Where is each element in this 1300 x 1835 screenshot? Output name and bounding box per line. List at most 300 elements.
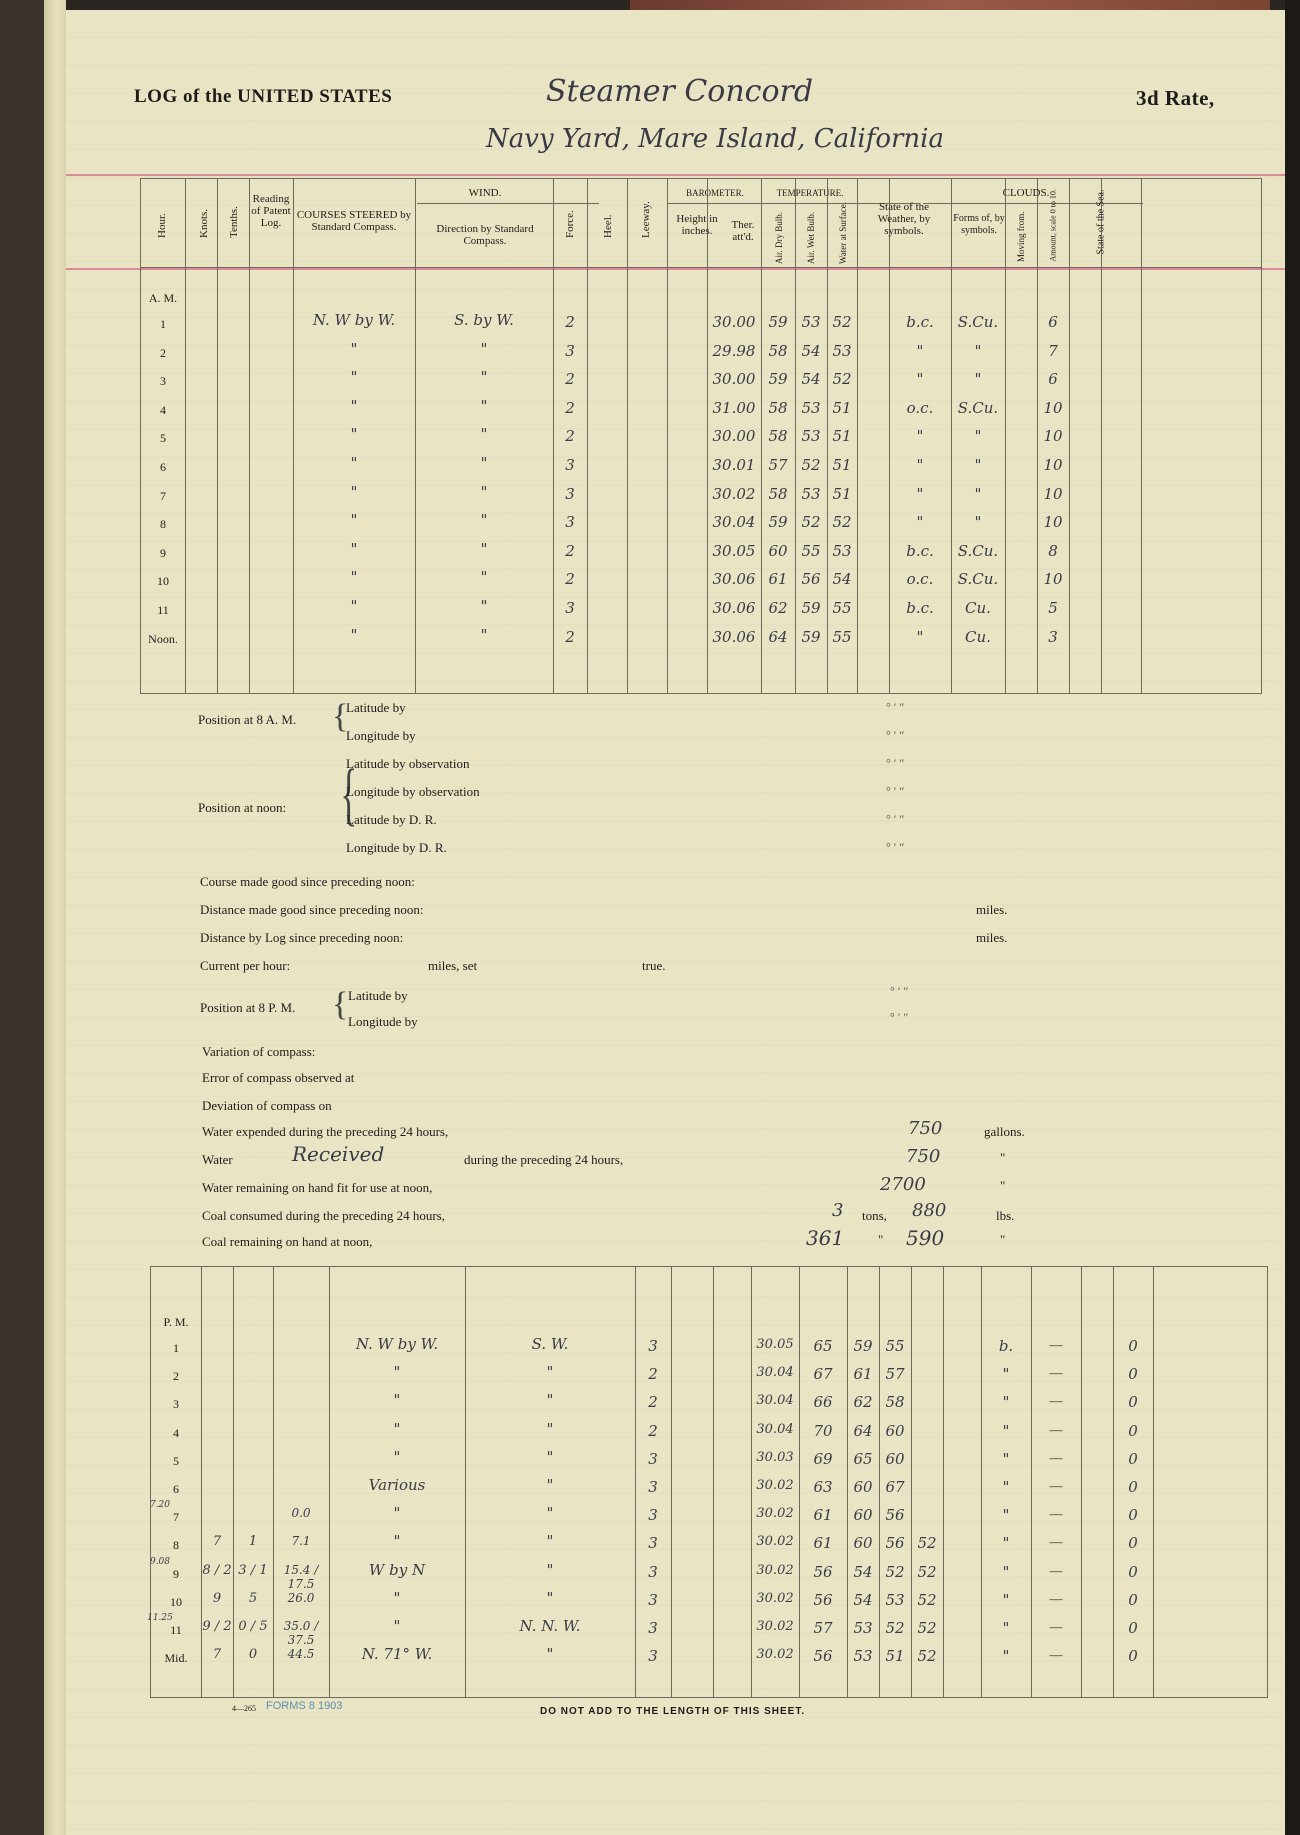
am-force: 2: [565, 313, 575, 331]
pm-forms: —: [1049, 1421, 1063, 1437]
am-ther: 59: [768, 370, 788, 389]
am-dry: 52: [801, 513, 821, 532]
hdr-water-surface: Water at Surface.: [838, 202, 848, 264]
form-number: 4—265: [232, 1704, 256, 1713]
pm-dry: 53: [853, 1619, 873, 1637]
am-amount: 7: [1048, 341, 1058, 360]
am-height: 30.06: [712, 570, 756, 589]
pm-course: ": [393, 1617, 401, 1635]
pm-ther: 61: [813, 1534, 833, 1553]
pm-wet: 60: [885, 1421, 905, 1440]
pm-weather: ": [1002, 1365, 1010, 1384]
pm-col-rule: [671, 1267, 672, 1697]
am-wind: ": [480, 568, 488, 587]
log-page: [66, 10, 1290, 1835]
am-ther: 59: [768, 513, 788, 532]
pm-forms: —: [1049, 1365, 1063, 1381]
pm-amount: 0: [1128, 1393, 1138, 1412]
pm-force: 3: [648, 1337, 658, 1355]
am-dry: 53: [801, 398, 821, 417]
pm-log: 44.5: [287, 1647, 315, 1662]
hdr-temperature: TEMPERATURE.: [776, 188, 844, 198]
am-wind: ": [480, 454, 488, 472]
am-amount: 8: [1048, 541, 1058, 560]
hdr-amount: Amount, scale 0 to 10.: [1048, 189, 1058, 262]
am-course: ": [350, 568, 358, 587]
pm-log: 7.1: [291, 1534, 311, 1549]
pm-tenths: 0: [248, 1647, 258, 1663]
pm-hour: 7: [173, 1510, 179, 1525]
am-amount: 3: [1048, 627, 1058, 646]
am-wind: ": [480, 425, 488, 444]
am-wet: 54: [832, 570, 852, 589]
pm-wet: 57: [885, 1365, 905, 1384]
am-weather: b.c.: [906, 313, 934, 331]
pm-forms: —: [1049, 1337, 1063, 1352]
am-amount: 10: [1043, 456, 1063, 474]
pm-hour: 4: [173, 1425, 179, 1440]
long-dr: Longitude by D. R.: [346, 840, 447, 855]
hdr-leeway: Leeway.: [640, 201, 652, 238]
am-force: 3: [565, 513, 575, 532]
pm-tenths: 0 / 5: [238, 1619, 268, 1634]
pm-water: 52: [917, 1647, 937, 1666]
pm-log: 35.0 / 37.5: [283, 1619, 319, 1647]
pm-weather: ": [1002, 1421, 1010, 1440]
am-course: ": [350, 368, 358, 387]
pm-weather: ": [1002, 1393, 1010, 1412]
pm-dry: 54: [853, 1562, 873, 1581]
pm-course: ": [393, 1532, 401, 1551]
pm-height: 30.03: [756, 1449, 794, 1465]
am-weather: ": [916, 513, 924, 532]
am-ther: 58: [768, 341, 788, 360]
pm-tenths: 3 / 1: [238, 1562, 268, 1578]
pm-forms: —: [1049, 1562, 1063, 1578]
pm-force: 2: [648, 1365, 658, 1384]
am-height: 30.06: [712, 599, 756, 617]
am-force: 2: [565, 570, 575, 589]
pm-height: 30.02: [756, 1506, 794, 1522]
am-hour: 4: [160, 402, 166, 417]
am-wet: 51: [832, 427, 852, 446]
ditto-2: ": [1000, 1178, 1006, 1193]
pm-sub-time: 11.25: [147, 1613, 173, 1623]
pm-force: 2: [648, 1393, 658, 1412]
pm-label: P. M.: [163, 1315, 189, 1329]
am-course: ": [350, 339, 358, 358]
dist-made: Distance made good since preceding noon:: [200, 902, 424, 917]
am-force: 3: [565, 456, 575, 474]
pm-ther: 70: [813, 1421, 833, 1440]
dist-log-miles: miles.: [976, 930, 1008, 945]
pm-ther: 61: [813, 1506, 833, 1525]
current-true: true.: [642, 958, 666, 973]
water-during: during the preceding 24 hours,: [464, 1152, 624, 1167]
pm-water: 52: [917, 1590, 937, 1609]
pm-weather: ": [1002, 1619, 1010, 1637]
pm-course: N. 71° W.: [361, 1645, 433, 1664]
am-ther: 58: [768, 427, 788, 446]
pm-wet: 52: [885, 1562, 905, 1581]
lat-8am: Latitude by: [346, 700, 406, 715]
pm-amount: 0: [1128, 1421, 1138, 1440]
pm-forms: —: [1049, 1393, 1063, 1409]
am-amount: 5: [1048, 599, 1058, 617]
am-label: A. M.: [148, 291, 178, 305]
am-forms: Cu.: [965, 627, 991, 646]
am-weather: o.c.: [906, 398, 934, 417]
pm-height: 30.04: [756, 1421, 794, 1437]
pm-wind: ": [546, 1419, 554, 1438]
pm-wet: 56: [885, 1506, 905, 1525]
hdr-heel: Heel.: [602, 214, 614, 238]
coal-remaining-lbs: 590: [906, 1226, 945, 1250]
pm-hour: 10: [170, 1594, 182, 1609]
am-height: 29.98: [712, 341, 756, 360]
pm-height: 30.02: [756, 1590, 794, 1606]
pm-wind: N. N. W.: [519, 1617, 581, 1635]
pm-log-table: [147, 1266, 1268, 1698]
pm-dry: 54: [853, 1590, 873, 1609]
pm-forms: —: [1049, 1478, 1063, 1493]
pm-height: 30.02: [756, 1562, 794, 1578]
am-amount: 10: [1043, 484, 1063, 503]
am-wet: 53: [832, 341, 852, 360]
pm-ther: 57: [813, 1619, 833, 1637]
deg-lat-8pm: ° ′ ″: [890, 984, 909, 998]
am-force: 2: [565, 427, 575, 446]
pm-knots: 9: [212, 1590, 222, 1606]
pm-log: 26.0: [287, 1590, 315, 1605]
hdr-forms: Forms of, by symbols.: [953, 213, 1005, 236]
hdr-wind-dir: Direction by Standard Compass.: [436, 223, 534, 247]
pm-hour: 2: [173, 1369, 179, 1384]
pm-col-rule: [1081, 1267, 1082, 1697]
pm-wet: 52: [885, 1619, 905, 1637]
pm-forms: —: [1049, 1534, 1063, 1550]
deg-lat-obs: ° ′ ″: [886, 756, 905, 770]
am-forms: ": [974, 484, 982, 503]
pm-dry: 59: [853, 1337, 873, 1355]
am-hour: 1: [160, 317, 166, 331]
lat-8pm: Latitude by: [348, 988, 408, 1003]
am-hour: 9: [160, 545, 166, 560]
am-col-rule: [217, 179, 218, 693]
coal-consumed-tons: 3: [832, 1200, 844, 1221]
pm-ther: 69: [813, 1449, 833, 1468]
am-course: ": [350, 511, 358, 530]
pm-course: Various: [368, 1476, 426, 1494]
am-hour: 3: [160, 374, 166, 389]
am-hour: 5: [160, 431, 166, 446]
pm-weather: ": [1002, 1449, 1010, 1468]
current-miles-set: miles, set: [428, 958, 478, 973]
pm-forms: —: [1049, 1647, 1063, 1663]
pm-force: 3: [648, 1647, 658, 1666]
am-weather: ": [916, 341, 924, 360]
am-wet: 53: [832, 541, 852, 560]
pm-wind: ": [546, 1476, 554, 1494]
water-received-value: 750: [906, 1146, 941, 1167]
pm-force: 3: [648, 1619, 658, 1637]
am-height: 30.01: [712, 456, 756, 474]
am-weather: ": [916, 370, 924, 389]
pm-wet: 67: [885, 1478, 905, 1496]
am-force: 3: [565, 599, 575, 617]
pm-amount: 0: [1128, 1562, 1138, 1581]
pm-amount: 0: [1128, 1506, 1138, 1525]
pm-amount: 0: [1128, 1337, 1138, 1355]
pm-wind: ": [546, 1363, 554, 1382]
am-col-rule: [667, 179, 668, 693]
am-forms: ": [974, 513, 982, 532]
am-wet: 52: [832, 370, 852, 389]
pm-dry: 53: [853, 1647, 873, 1666]
deg-long-dr: ° ′ ″: [886, 840, 905, 854]
water-received: Received: [292, 1142, 385, 1166]
pm-water: 52: [917, 1534, 937, 1553]
am-amount: 10: [1043, 427, 1063, 446]
am-wet: 52: [832, 313, 852, 331]
am-dry: 53: [801, 484, 821, 503]
pm-course: ": [393, 1504, 401, 1523]
hdr-hour: Hour.: [156, 213, 168, 238]
pm-weather: ": [1002, 1590, 1010, 1609]
am-course: ": [350, 597, 358, 615]
am-wet: 55: [832, 627, 852, 646]
am-course: ": [350, 482, 358, 501]
hdr-sea: State of the Sea.: [1095, 189, 1107, 255]
am-wind: ": [480, 597, 488, 615]
am-wind: ": [480, 368, 488, 387]
pm-height: 30.04: [756, 1393, 794, 1409]
am-wind: ": [480, 539, 488, 558]
am-ther: 59: [768, 313, 788, 331]
rate: 3d Rate,: [1136, 86, 1215, 110]
am-weather: ": [916, 484, 924, 503]
error: Error of compass observed at: [202, 1070, 355, 1085]
am-force: 3: [565, 341, 575, 360]
pm-forms: —: [1049, 1449, 1063, 1465]
hdr-weather: State of the Weather, by symbols.: [877, 201, 931, 237]
pm-ther: 56: [813, 1590, 833, 1609]
wind-rule: [417, 203, 599, 204]
pm-force: 2: [648, 1421, 658, 1440]
pm-dry: 60: [853, 1506, 873, 1525]
long-obs: Longitude by observation: [346, 784, 480, 799]
pm-ther: 63: [813, 1478, 833, 1496]
pm-force: 3: [648, 1590, 658, 1609]
brace-noon: {: [340, 756, 358, 833]
am-forms: S.Cu.: [957, 541, 999, 560]
long-8pm: Longitude by: [348, 1014, 418, 1029]
pm-hour: 3: [173, 1397, 179, 1412]
am-weather: ": [916, 456, 924, 474]
brace-8pm: {: [332, 986, 349, 1023]
pm-knots: 9 / 2: [202, 1619, 232, 1634]
am-col-rule: [1069, 179, 1070, 693]
vessel-name: Steamer Concord: [546, 74, 814, 109]
pos-8am-label: Position at 8 A. M.: [198, 712, 297, 727]
hdr-knots: Knots.: [198, 208, 210, 238]
variation: Variation of compass:: [202, 1044, 316, 1059]
pm-knots: 7: [212, 1647, 222, 1663]
am-hour: Noon.: [148, 631, 178, 646]
pm-hour: 1: [173, 1341, 179, 1355]
water-expended: Water expended during the preceding 24 hours,: [202, 1124, 449, 1139]
am-height: 30.00: [712, 313, 756, 331]
pm-hour: 11: [170, 1623, 182, 1637]
pm-hour: 9: [173, 1566, 179, 1581]
am-height: 30.02: [712, 484, 756, 503]
pm-col-rule: [943, 1267, 944, 1697]
pm-hour: 5: [173, 1453, 179, 1468]
pm-ther: 56: [813, 1647, 833, 1666]
pm-amount: 0: [1128, 1590, 1138, 1609]
am-force: 3: [565, 484, 575, 503]
hdr-clouds: CLOUDS.: [1002, 187, 1050, 199]
lat-obs: Latitude by observation: [346, 756, 470, 771]
pm-hour: 8: [173, 1538, 179, 1553]
long-8am: Longitude by: [346, 728, 416, 743]
am-forms: S.Cu.: [957, 570, 999, 589]
pm-wind: ": [546, 1504, 554, 1523]
page-fold: [44, 0, 66, 1835]
am-weather: ": [916, 627, 924, 646]
am-wet: 52: [832, 513, 852, 532]
pm-log: 15.4 / 17.5: [283, 1562, 319, 1591]
lbs-label: lbs.: [996, 1208, 1015, 1223]
log-title: LOG of the UNITED STATES: [134, 86, 393, 107]
hdr-courses: COURSES STEERED by Standard Compass.: [296, 209, 412, 233]
footer-notice: DO NOT ADD TO THE LENGTH OF THIS SHEET.: [540, 1706, 806, 1717]
coal-remaining: Coal remaining on hand at noon,: [202, 1234, 373, 1249]
pm-wind: ": [546, 1560, 554, 1579]
pm-ther: 65: [813, 1337, 833, 1355]
am-hour: 10: [157, 574, 169, 589]
am-weather: b.c.: [906, 541, 934, 560]
deg-lat-8am: ° ′ ″: [886, 700, 905, 714]
am-ther: 57: [768, 456, 788, 474]
pm-sub-time: 7.20: [149, 1500, 171, 1511]
am-wet: 51: [832, 456, 852, 474]
red-rule-top: [66, 174, 1290, 176]
deg-long-8pm: ° ′ ″: [890, 1010, 909, 1024]
pm-water: 52: [917, 1562, 937, 1581]
am-dry: 54: [801, 370, 821, 389]
am-dry: 55: [801, 541, 821, 560]
am-wind: ": [480, 625, 488, 644]
hdr-moving: Moving from.: [1016, 211, 1026, 262]
pm-ther: 66: [813, 1393, 833, 1412]
pm-amount: 0: [1128, 1478, 1138, 1496]
pm-forms: —: [1049, 1619, 1063, 1634]
pm-dry: 61: [853, 1365, 873, 1384]
am-course: ": [350, 396, 358, 415]
pm-height: 30.04: [756, 1365, 794, 1381]
current-label: Current per hour:: [200, 958, 291, 973]
am-forms: ": [974, 427, 982, 446]
am-col-rule: [249, 179, 250, 693]
coal-consumed: Coal consumed during the preceding 24 hours,: [202, 1208, 445, 1223]
pos-8pm-label: Position at 8 P. M.: [200, 1000, 296, 1015]
pm-wind: ": [546, 1645, 554, 1664]
pm-water: 52: [917, 1619, 937, 1637]
pm-height: 30.02: [756, 1647, 794, 1663]
pm-wet: 58: [885, 1393, 905, 1412]
pm-wet: 56: [885, 1534, 905, 1553]
am-height: 30.05: [712, 541, 756, 560]
pm-force: 3: [648, 1449, 658, 1468]
pm-wet: 55: [885, 1337, 905, 1355]
right-edge: [1285, 0, 1300, 1835]
am-wet: 55: [832, 599, 852, 617]
pm-course: N. W by W.: [355, 1335, 439, 1353]
am-amount: 6: [1048, 370, 1058, 389]
pm-knots: 7: [212, 1534, 222, 1550]
am-dry: 59: [801, 627, 821, 646]
pm-course: ": [393, 1391, 401, 1410]
hdr-force: Force.: [564, 210, 576, 238]
pm-weather: ": [1002, 1562, 1010, 1581]
deg-long-8am: ° ′ ″: [886, 728, 905, 742]
pm-amount: 0: [1128, 1534, 1138, 1553]
am-weather: b.c.: [906, 599, 934, 617]
water-expended-value: 750: [908, 1118, 943, 1139]
course-made: Course made good since preceding noon:: [200, 874, 415, 889]
water-label: Water: [202, 1152, 233, 1167]
am-amount: 10: [1043, 570, 1063, 589]
pm-hour: 6: [173, 1482, 179, 1496]
lat-dr: Latitude by D. R.: [346, 812, 437, 827]
am-log-table: [140, 178, 1262, 694]
pm-weather: ": [1002, 1506, 1010, 1525]
am-dry: 53: [801, 313, 821, 331]
pm-tenths: 1: [248, 1534, 258, 1550]
pm-dry: 60: [853, 1478, 873, 1496]
am-height: 30.04: [712, 513, 756, 532]
book-spine: [0, 0, 44, 1835]
ditto-4: ": [1000, 1232, 1006, 1247]
pm-height: 30.02: [756, 1534, 794, 1550]
am-height: 30.00: [712, 427, 756, 446]
am-weather: o.c.: [906, 570, 934, 589]
dist-log: Distance by Log since preceding noon:: [200, 930, 404, 945]
ditto-3: ": [878, 1232, 884, 1247]
coal-remaining-tons: 361: [806, 1226, 845, 1250]
tons-label: tons,: [862, 1208, 887, 1223]
am-header-rule: [141, 267, 1261, 268]
pm-ther: 67: [813, 1365, 833, 1384]
pm-course: W by N: [368, 1560, 426, 1579]
pm-wind: ": [546, 1391, 554, 1410]
deg-long-obs: ° ′ ″: [886, 784, 905, 798]
pm-wet: 53: [885, 1590, 905, 1609]
am-col-rule: [1005, 179, 1006, 693]
pm-height: 30.02: [756, 1619, 794, 1634]
pm-amount: 0: [1128, 1647, 1138, 1666]
am-col-rule: [185, 179, 186, 693]
pm-col-rule: [1153, 1267, 1154, 1697]
water-remaining-value: 2700: [880, 1174, 926, 1195]
am-col-rule: [587, 179, 588, 693]
deviation: Deviation of compass on: [202, 1098, 332, 1113]
am-col-rule: [857, 179, 858, 693]
pm-dry: 64: [853, 1421, 873, 1440]
am-dry: 56: [801, 570, 821, 589]
clouds-rule: [923, 203, 1143, 204]
